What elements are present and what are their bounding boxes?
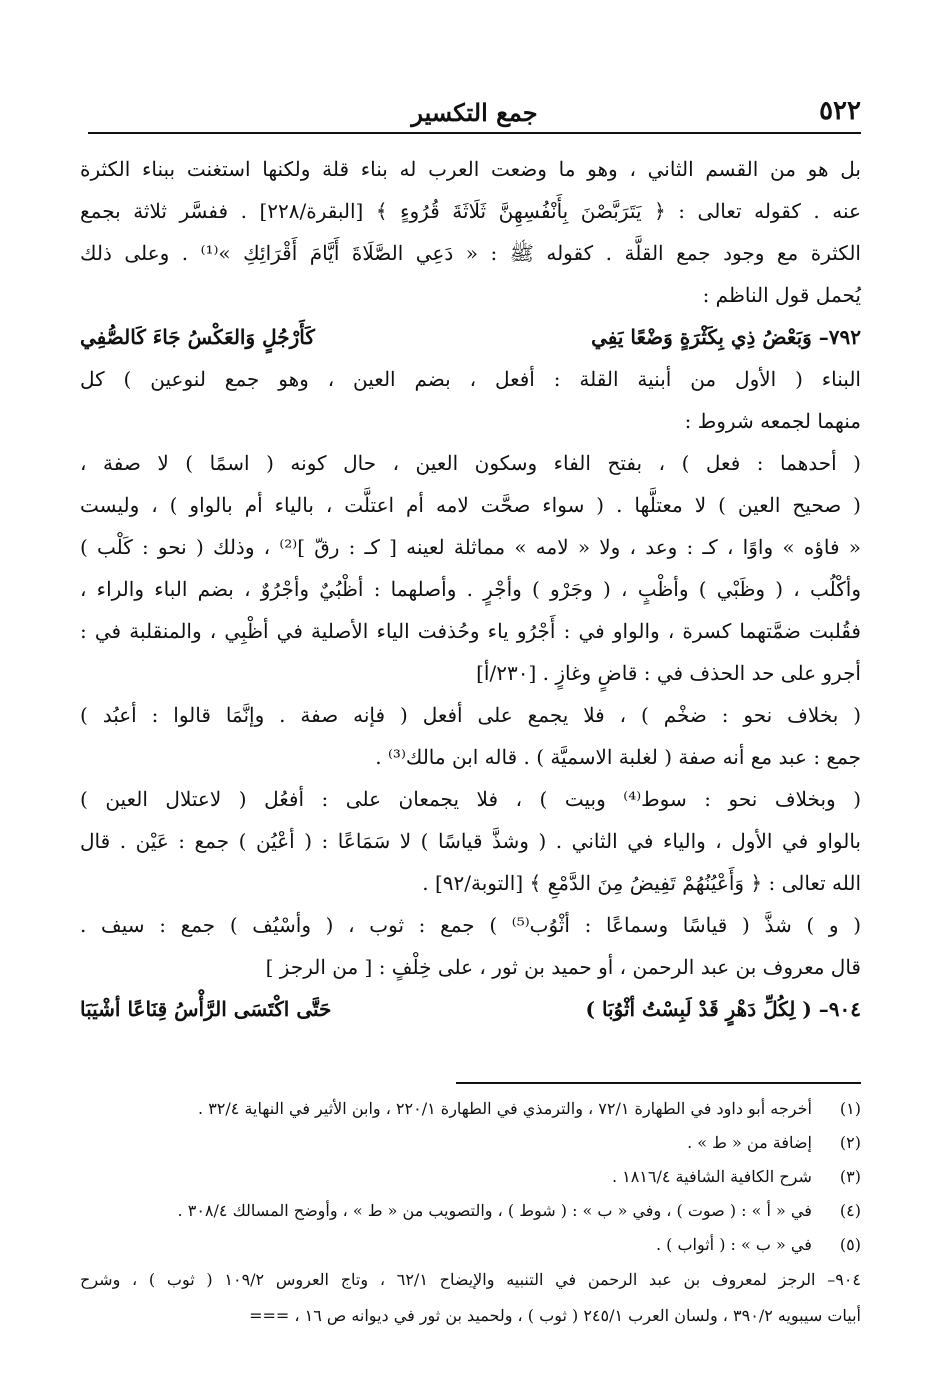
text-line: قال معروف بن عبد الرحمن ، أو حميد بن ثور ، على خِلْفٍ : [ من الرجز ] <box>265 955 861 979</box>
text-line: فقُلبت ضمَّتهما كسرة ، والواو في : أَجْرُو ياء وحُذفت الياء الأصلية في أظْبِي ، والمنقلبة في : <box>80 619 861 643</box>
text-line: ( بخلاف نحو : ضخْم ) ، فلا يجمع على أفعل ( فإنه صفة . وإنَّمَا قالوا : أعبُد ) <box>80 703 861 727</box>
footnote-text: شرح الكافية الشافية ١٨١٦/٤ . <box>611 1167 812 1186</box>
text-line: جمع : عبد مع أنه صفة ( لغلبة الاسميَّة ) . قاله ابن مالك⁽³⁾ . <box>375 745 861 769</box>
text-line: ( أحدهما : فعل ) ، بفتح الفاء وسكون العين ، حال كونه ( اسمًا ) لا صفة ، <box>80 451 861 475</box>
text-line: ( و ) شذَّ ( قياسًا وسماعًا : أثْوُب⁽⁵⁾ ) جمع : ثوب ، ( وأسْيُف ) جمع : سيف . <box>80 913 861 937</box>
text-line: « فاؤه » واوًا ، كـ : وعد ، ولا « لامه » مماثلة لعينه [ كـ : رقّ ]⁽²⁾ ، وذلك ( نحو : كَلْب ) <box>80 535 861 559</box>
footnote-text: إضافة من « ط » . <box>687 1133 812 1152</box>
page-number: ٥٢٢ <box>819 96 861 126</box>
text-line: الكثرة مع وجود جمع القلَّة . كقوله ﷺ : « دَعِي الصَّلَاةَ أَيَّامَ أَقْرَائِكِ »⁽¹⁾ . وعلى ذلك <box>80 241 861 265</box>
text-line: عنه . كقوله تعالى : ﴿ يَتَرَبَّصْنَ بِأَنْفُسِهِنَّ ثَلَاثَةَ قُرُوءٍ ﴾ [البقرة/٢٢٨] . ففسَّر ثلاثة بجمع <box>80 199 861 223</box>
footnote-number: (١) <box>839 1099 861 1118</box>
verse-source-note: ٩٠٤– الرجز لمعروف بن عبد الرحمن في التنبيه والإيضاح ٦٢/١ ، وتاج العروس ١٠٩/٢ ( ثوب ) ، وشرح <box>80 1270 861 1289</box>
verse-source-note: أبيات سيبويه ٣٩٠/٢ ، ولسان العرب ٢٤٥/١ ( ثوب ) ، ولحميد بن ثور في ديوانه ص ١٦ ، === <box>249 1306 861 1325</box>
footnote-number: (٢) <box>839 1133 861 1152</box>
text-line: يُحمل قول الناظم : <box>702 283 861 307</box>
footnote <box>80 1194 861 1228</box>
verse-792 <box>80 316 861 358</box>
footnote <box>80 1092 861 1126</box>
footnote-number: (٣) <box>839 1167 861 1186</box>
text-line: وأكْلُب ، ( وظَبْي ) وأظْبٍ ، ( وجَرْو ) وأجْرٍ . وأصلهما : أظْبُيٌ وأجْرُوٌ ، بضم الباء والراء ، <box>80 577 861 601</box>
verse-first-hemistich: ٩٠٤– ( لِكُلِّ دَهْرٍ قَدْ لَبِسْتُ أثْوُبَا ) <box>585 997 861 1021</box>
text-line: منهما لجمعه شروط : <box>684 409 861 433</box>
footnote-number: (٤) <box>839 1201 861 1220</box>
main-text <box>80 148 861 1030</box>
text-line: البناء ( الأول من أبنية القلة : أفعل ، بضم العين ، وهو جمع لنوعين ) كل <box>80 367 861 391</box>
footnote <box>80 1160 861 1194</box>
verse-second-hemistich: حَتَّى اكْتَسَى الرَّأْسُ قِنَاعًا أشْيَبَا <box>80 997 332 1021</box>
verse-second-hemistich: كَأَرْجُلٍ وَالعَكْسُ جَاءَ كَالصُّفِي <box>80 325 315 349</box>
footnote-text: أخرجه أبو داود في الطهارة ٧٢/١ ، والترمذي في الطهارة ٢٢٠/١ ، وابن الأثير في النهاية ٣٢/٤ . <box>198 1099 812 1118</box>
text-line: بالواو في الأول ، والياء في الثاني . ( وشذَّ قياسًا ) لا سَمَاعًا : ( أعْيُن ) جمع : عَيْن . قال <box>80 829 861 853</box>
footnote <box>80 1126 861 1160</box>
footnote-number: (٥) <box>839 1235 861 1254</box>
footnotes <box>80 1092 861 1334</box>
verse-first-hemistich: ٧٩٢– وَبَعْضُ ذِي بِكَثْرَةٍ وَضْعًا يَفِي <box>591 325 861 349</box>
text-line: بل هو من القسم الثاني ، وهو ما وضعت العرب له بناء قلة ولكنها استغنت ببناء الكثرة <box>80 157 861 181</box>
text-line: ( صحيح العين ) لا معتلَّها . ( سواء صحَّت لامه أم اعتلَّت ، بالياء أم بالواو ) ، وليست <box>80 493 861 517</box>
footnote-divider <box>456 1082 861 1084</box>
footnote-text: في « ب » : ( أثواب ) . <box>655 1235 812 1254</box>
footnote-text: في « أ » : ( صوت ) ، وفي « ب » : ( شوط ) ، والتصويب من « ط » ، وأوضح المسالك ٣٠٨/٤ . <box>177 1201 812 1220</box>
text-line: أجرو على حد الحذف في : قاضٍ وغازٍ . [٢٣٠/أ] <box>476 661 861 685</box>
page-header <box>88 92 861 134</box>
verse-904 <box>80 988 861 1030</box>
text-line: الله تعالى : ﴿ وَأَعْيُنُهُمْ تَفِيضُ مِنَ الدَّمْعِ ﴾ [التوبة/٩٢] . <box>422 871 861 895</box>
text-line: ( وبخلاف نحو : سوط⁽⁴⁾ وبيت ) ، فلا يجمعان على : أفعُل ( لاعتلال العين ) <box>80 787 861 811</box>
running-title: جمع التكسير <box>411 98 538 127</box>
footnote <box>80 1228 861 1262</box>
